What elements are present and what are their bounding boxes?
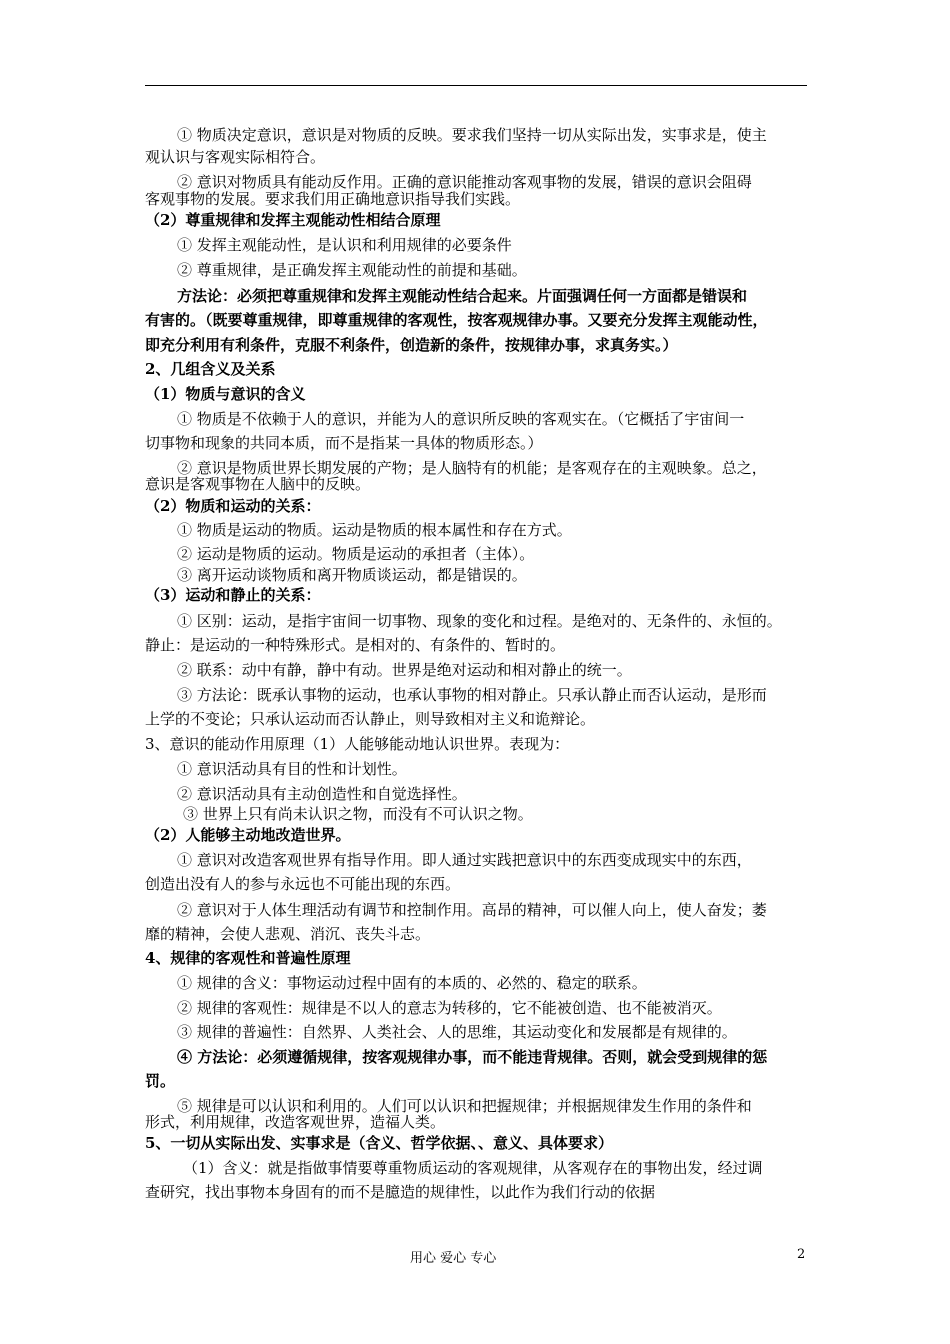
text-line: 上学的不变论；只承认运动而否认静止，则导致相对主义和诡辩论。 bbox=[145, 710, 596, 728]
text-line: 观认识与客观实际相符合。 bbox=[145, 148, 326, 166]
text-line: ② 意识是物质世界长期发展的产物；是人脑特有的机能；是客观存在的主观映象。总之， bbox=[177, 459, 767, 477]
text-line: ⑤ 规律是可以认识和利用的。人们可以认识和把握规律；并根据规律发生作用的条件和 bbox=[177, 1097, 752, 1115]
section-heading: （1）物质与意识的含义 bbox=[145, 385, 306, 403]
text-line: ② 意识对物质具有能动反作用。正确的意识能推动客观事物的发展，错误的意识会阻碍 bbox=[177, 173, 752, 191]
header-rule bbox=[145, 85, 807, 86]
text-line: ① 意识对改造客观世界有指导作用。即人通过实践把意识中的东西变成现实中的东西， bbox=[177, 851, 752, 869]
methodology-line: 有害的。（既要尊重规律，即尊重规律的客观性，按客观规律办事。又要充分发挥主观能动性， bbox=[145, 311, 768, 329]
page-number: 2 bbox=[797, 1247, 806, 1262]
text-line: ③ 离开运动谈物质和离开物质谈运动，都是错误的。 bbox=[177, 566, 527, 584]
section-heading: 4、规律的客观性和普遍性原理 bbox=[145, 949, 351, 967]
section-heading: （2）尊重规律和发挥主观能动性相结合原理 bbox=[145, 211, 441, 229]
text-line: ① 物质是运动的物质。运动是物质的根本属性和存在方式。 bbox=[177, 521, 572, 539]
text-line: ③ 规律的普遍性：自然界、人类社会、人的思维，其运动变化和发展都是有规律的。 bbox=[177, 1023, 737, 1041]
text-line: ② 运动是物质的运动。物质是运动的承担者（主体）。 bbox=[177, 545, 535, 563]
methodology-line: 罚。 bbox=[145, 1072, 176, 1090]
text-line: ③ 方法论：既承认事物的运动，也承认事物的相对静止。只承认静止而否认运动，是形而 bbox=[177, 686, 767, 704]
section-heading: 3、意识的能动作用原理（1）人能够能动地认识世界。表现为： bbox=[145, 735, 570, 753]
text-line: ③ 世界上只有尚未认识之物，而没有不可认识之物。 bbox=[183, 805, 533, 823]
text-line: ① 物质决定意识，意识是对物质的反映。要求我们坚持一切从实际出发，实事求是，使主 bbox=[177, 126, 767, 144]
text-line: ① 规律的含义：事物运动过程中固有的本质的、必然的、稳定的联系。 bbox=[177, 974, 647, 992]
footer-tagline: 用心 爱心 专心 bbox=[410, 1251, 497, 1266]
text-line: 客观事物的发展。要求我们用正确地意识指导我们实践。 bbox=[145, 190, 521, 208]
text-line: 静止：是运动的一种特殊形式。是相对的、有条件的、暂时的。 bbox=[145, 636, 566, 654]
text-line: ② 意识活动具有主动创造性和自觉选择性。 bbox=[177, 785, 467, 803]
text-line: ② 意识对于人体生理活动有调节和控制作用。高昂的精神，可以催人向上，使人奋发；萎 bbox=[177, 901, 767, 919]
text-line: ② 尊重规律，是正确发挥主观能动性的前提和基础。 bbox=[177, 261, 527, 279]
text-line: ② 联系：动中有静，静中有动。世界是绝对运动和相对静止的统一。 bbox=[177, 661, 632, 679]
section-heading: （2）物质和运动的关系： bbox=[145, 497, 321, 515]
text-line: ① 意识活动具有目的性和计划性。 bbox=[177, 760, 407, 778]
text-line: ② 规律的客观性：规律是不以人的意志为转移的，它不能被创造、也不能被消灭。 bbox=[177, 999, 722, 1017]
section-heading: 5、一切从实际出发、实事求是（含义、哲学依据、、意义、具体要求） bbox=[145, 1134, 613, 1152]
methodology-line: 方法论：必须把尊重规律和发挥主观能动性结合起来。片面强调任何一方面都是错误和 bbox=[177, 287, 748, 305]
text-line: 查研究，找出事物本身固有的而不是臆造的规律性，以此作为我们行动的依据 bbox=[145, 1183, 656, 1201]
text-line: 切事物和现象的共同本质，而不是指某一具体的物质形态。） bbox=[145, 434, 543, 452]
text-line: （1）含义：就是指做事情要尊重物质运动的客观规律，从客观存在的事物出发，经过调 bbox=[183, 1159, 763, 1177]
section-heading: 2、几组含义及关系 bbox=[145, 360, 276, 378]
methodology-line: 即充分利用有利条件，克服不利条件，创造新的条件，按规律办事，求真务实。） bbox=[145, 336, 678, 354]
text-line: 创造出没有人的参与永远也不可能出现的东西。 bbox=[145, 875, 461, 893]
text-line: ① 物质是不依赖于人的意识，并能为人的意识所反映的客观实在。（它概括了宇宙间一 bbox=[177, 410, 745, 428]
text-line: 意识是客观事物在人脑中的反映。 bbox=[145, 475, 371, 493]
text-line: 靡的精神，会使人悲观、消沉、丧失斗志。 bbox=[145, 925, 431, 943]
section-heading: （3）运动和静止的关系： bbox=[145, 586, 321, 604]
section-heading: （2）人能够主动地改造世界。 bbox=[145, 826, 351, 844]
text-line: 形式，利用规律，改造客观世界，造福人类。 bbox=[145, 1113, 446, 1131]
methodology-line: ④ 方法论：必须遵循规律，按客观规律办事，而不能违背规律。否则，就会受到规律的惩 bbox=[177, 1048, 768, 1066]
text-line: ① 区别：运动，是指宇宙间一切事物、现象的变化和过程。是绝对的、无条件的、永恒的。 bbox=[177, 612, 782, 630]
text-line: ① 发挥主观能动性，是认识和利用规律的必要条件 bbox=[177, 236, 512, 254]
